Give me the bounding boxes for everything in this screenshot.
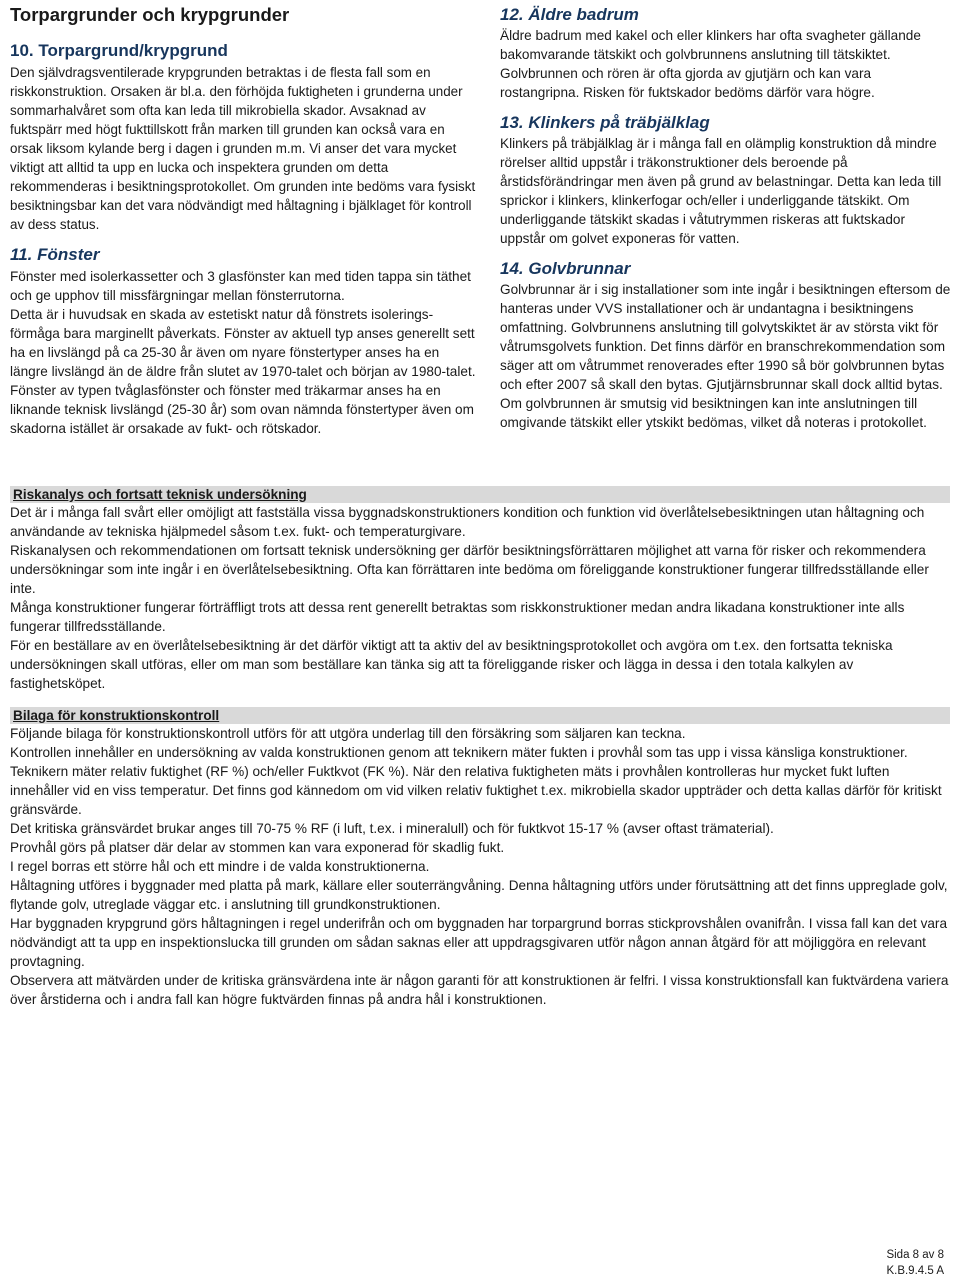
section-11-paragraph-2: Detta är i huvudsak en skada av estetiskt natur då fönstrets isolerings-förmåga bara marginellt påverkats. Fönster av aktuell typ anses generellt sett ha en livslängd på ca 25-30 år även om nyare fönstertyper anses ha en längre livslängd än de äldre från slutet av 1970-talet och början av 1980-talet. xyxy=(10,307,476,379)
page-footer xyxy=(886,1247,944,1279)
risk-paragraph: Många konstruktioner fungerar förträffligt trots att dessa rent generellt betraktas som riskkonstruktioner medan andra likadana konstruktioner inte alls fungerar tillfredsställande. xyxy=(10,600,905,634)
bilaga-paragraph: Har byggnaden krypgrund görs håltagningen i regel underifrån och om byggnaden har torpargrund borras stickprovshålen ovanifrån. I vissa fall kan det vara nödvändigt att ta upp en inspektionslucka till grunden om sådan saknas eller att uppdragsgivaren utför någon annan åtgärd för att möjliggöra en relevant provtagning. xyxy=(10,916,948,969)
section-13-title: 13. Klinkers på träbjälklag xyxy=(500,113,710,132)
section-11-paragraph-3: Fönster av typen tvåglasfönster och fönster med träkarmar anses ha en liknande teknisk livslängd (25-30 år) som ovan nämnda fönstertyper även om skadorna istället är orsakade av fukt- och rötskador. xyxy=(10,383,474,436)
bilaga-paragraph: I regel borras ett större hål och ett mindre i de valda konstruktionerna. xyxy=(10,859,430,874)
section-11-title: 11. Fönster xyxy=(10,245,100,264)
bilaga-paragraph: Kontrollen innehåller en undersökning av valda konstruktionen genom att teknikern mäter fukten i provhål som tas upp i vissa känsliga konstruktioner. Teknikern mäter relativ fuktighet (RF %) och/eller Fuktkvot (FK %). När den relativa fuktigheten mäts i provhålen kontrolleras hur mycket fukt luften innehåller vid en viss temperatur. Det finns god kännedom om vid vilken relativ fuktighet t.ex. mikrobiella skador uppträder och detta kallas därför för kritiskt gränsvärde. xyxy=(10,745,942,817)
bilaga-paragraph: Det kritiska gränsvärdet brukar anges till 70-75 % RF (i luft, t.ex. i mineralull) och för fuktkvot 15-17 % (avser oftast trämaterial). xyxy=(10,821,774,836)
section-14-paragraph-2: Om golvbrunnen är smutsig vid besiktningen kan inte anslutningen till omgivande tätskikt eller ytskikt bedömas, vilket då noteras i protokollet. xyxy=(500,396,927,430)
section-14-title: 14. Golvbrunnar xyxy=(500,259,631,278)
construction-control-header: Bilaga för konstruktionskontroll xyxy=(10,707,950,724)
risk-paragraph: För en beställare av en överlåtelsebesiktning är det därför viktigt att ta aktiv del av besiktningsprotokollet och avgöra om t.ex. den fortsatta tekniska undersökningen skall utföras, eller om man som beställare kan tänka sig att ta föreliggande risker och lägga in dessa i den totala kalkylen av fastighetsköpet. xyxy=(10,638,893,691)
bilaga-paragraph: Följande bilaga för konstruktionskontroll utförs för att utgöra underlag till den försäkring som säljaren kan teckna. xyxy=(10,726,686,741)
section-10-title: 10. Torpargrund/krypgrund xyxy=(10,41,228,60)
risk-analysis-header: Riskanalys och fortsatt teknisk undersökning xyxy=(10,486,950,503)
section-13-body: Klinkers på träbjälklag är i många fall en olämplig konstruktion då mindre rörelser alltid uppstår i träkonstruktioner dels beroende på årstidsförändringar men även på grund av belastningar. Detta kan leda till sprickor i klinkers, klinkerfogar och/eller i underliggande tätskikt. Om underliggande tätskikt skadas i våtutrymmen riskeras att fuktskador uppstår om golvet exponeras för vatten. xyxy=(500,136,942,246)
section-11-paragraph-1: Fönster med isolerkassetter och 3 glasfönster kan med tiden tappa sin täthet och ge upphov till missfärgningar mellan fönsterrutorna. xyxy=(10,269,471,303)
left-column xyxy=(10,4,480,438)
spacer xyxy=(10,693,950,707)
document-code: K.B.9.4.5 A xyxy=(886,1265,944,1277)
risk-paragraph: Riskanalysen och rekommendationen om fortsatt teknisk undersökning ger därför besiktningsförrättaren möjlighet att varna för risker och rekommendera undersökningar som inte ingår i en överlåtelsebesiktning. Ofta kan förrättaren inte bedöma om föreliggande konstruktioner fungerar tillfredsställande eller inte. xyxy=(10,543,929,596)
section-10-body: Den självdragsventilerade krypgrunden betraktas i de flesta fall som en riskkonstruktion. Orsaken är bl.a. den förhöjda fuktigheten i grunderna under sommarhalvåret som ofta kan leda till mikrobiella skador. Avsaknad av fuktspärr med högt fukttillskott från marken till grunden kan också vara en orsak liksom kylande berg i dagen i grunden m.m. Vi anser det vara mycket viktigt att alltid ta upp en lucka och inspektera grunden om detta rekommenderas i besiktningsprotokollet. Om grunden inte bedöms vara fysiskt besiktningsbar kan det vara nödvändigt med håltagning i bjälklaget för kontroll av dess status. xyxy=(10,65,476,232)
section-14-paragraph-1: Golvbrunnar är i sig installationer som inte ingår i besiktningen eftersom de hanteras under VVS installationer och är undantagna i besiktningens omfattning. Golvbrunnens anslutning till golvytskiktet är av största vikt för våtrumsgolvets funktion. Det finns därför en branschrekommendation som säger att om våtrummet renoverades efter 1990 så bör golvbrunnen bytas och efter 2007 så skall den bytas. Gjutjärnsbrunnar skall dock alltid bytas. xyxy=(500,282,951,392)
section-12-title: 12. Äldre badrum xyxy=(500,5,639,24)
section-12-body: Äldre badrum med kakel och eller klinkers har ofta svagheter gällande bakomvarande tätskikt och golvbrunnens anslutning till tätskiktet. Golvbrunnen och rören är ofta gjorda av gjutjärn och kan vara rostangripna. Risken för fuktskador bedöms därför vara högre. xyxy=(500,28,921,100)
bilaga-paragraph: Provhål görs på platser där delar av stommen kan vara exponerad för skadlig fukt. xyxy=(10,840,505,855)
full-width-content xyxy=(10,486,950,1009)
bilaga-paragraph: Observera att mätvärden under de kritiska gränsvärdena inte är någon garanti för att konstruktionen är felfri. I vissa konstruktionsfall kan fuktvärdena variera över årstiderna och i andra fall kan högre fuktvärden finnas på andra hål i konstruktionen. xyxy=(10,973,949,1007)
bilaga-paragraph: Håltagning utföres i byggnader med platta på mark, källare eller souterrängvåning. Denna håltagning utförs under förutsättning att det finns uppreglade golv, flytande golv, utreglade väggar etc. i anslutning till grundkonstruktionen. xyxy=(10,878,948,912)
risk-paragraph: Det är i många fall svårt eller omöjligt att fastställa vissa byggnadskonstruktioners kondition och funktion vid överlåtelsebesiktningen utan håltagning och användande av tekniska hjälpmedel såsom t.ex. fukt- och temperaturgivare. xyxy=(10,505,925,539)
right-column xyxy=(500,4,952,432)
page-title: Torpargrunder och krypgrunder xyxy=(10,4,290,25)
page-number: Sida 8 av 8 xyxy=(886,1249,944,1261)
